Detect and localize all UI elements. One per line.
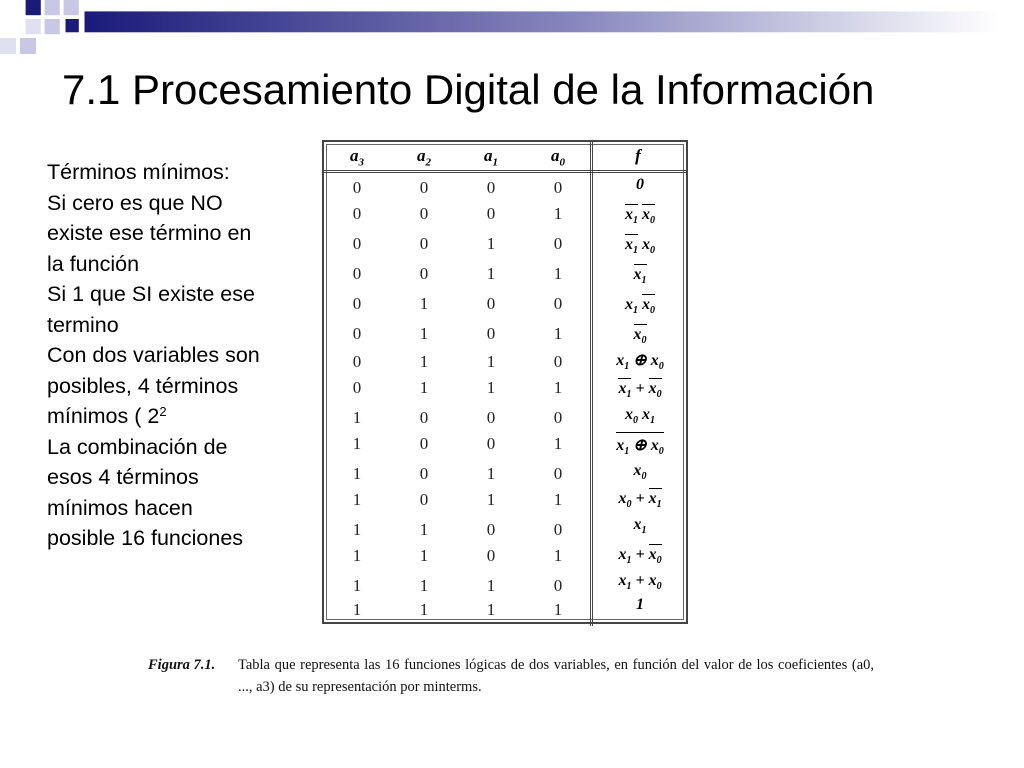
- table-cell: 0: [352, 324, 362, 343]
- body-line: existe ese término en: [47, 221, 252, 245]
- function-cell: $x_1$: [633, 516, 647, 537]
- function-cell: $x_1$ $x_0$: [625, 236, 655, 257]
- function-cell: $x_1 + x_0$: [618, 572, 662, 593]
- table-cell: 0: [486, 434, 496, 453]
- table-cell: 1: [486, 352, 496, 371]
- superscript: 2: [159, 404, 167, 419]
- table-cell: 0: [352, 204, 362, 223]
- table-cell: 0: [419, 464, 429, 483]
- body-line: Términos mínimos:: [47, 160, 230, 184]
- table-cell: 0: [419, 234, 429, 253]
- table-cell: 0: [352, 294, 362, 313]
- table-cell: 1: [352, 546, 362, 565]
- body-line-with-superscript: [47, 401, 312, 432]
- table-cell: 1: [553, 264, 563, 283]
- table-cell: 1: [486, 264, 496, 283]
- table-cell: 0: [419, 204, 429, 223]
- body-line: la función: [47, 251, 140, 276]
- table-column-divider: [590, 140, 593, 626]
- function-cell: $x_1 + x_0$: [618, 380, 662, 401]
- slide-title: 7.1 Procesamiento Digital de la Información: [62, 66, 875, 113]
- table-cell: 1: [352, 464, 362, 483]
- table-cell: 1: [352, 600, 362, 619]
- table-cell: 1: [553, 324, 563, 343]
- function-cell: $x_0$: [633, 462, 647, 483]
- header-f: f: [635, 146, 641, 165]
- function-cell: 1: [636, 596, 644, 613]
- table-cell: 1: [419, 324, 429, 343]
- body-line: La combinación de: [47, 434, 228, 459]
- table-cell: 1: [486, 600, 496, 619]
- header-a3: $a_3$: [350, 146, 364, 169]
- function-cell: $x_0$ $x_1$: [625, 406, 655, 427]
- table-cell: 0: [553, 234, 563, 253]
- table-cell: 0: [486, 294, 496, 313]
- table-cell: 1: [419, 600, 429, 619]
- table-cell: 1: [553, 600, 563, 619]
- table-cell: 1: [352, 576, 362, 595]
- body-line: esos 4 términos: [47, 465, 199, 489]
- table-cell: 1: [419, 352, 429, 371]
- body-line: mínimos ( 2: [47, 404, 160, 428]
- table-cell: 1: [553, 434, 563, 453]
- table-cell: 1: [486, 464, 496, 483]
- body-line: mínimos hacen: [47, 495, 193, 520]
- table-cell: 1: [419, 520, 429, 539]
- table-cell: 1: [352, 490, 362, 509]
- function-cell: $x_1$ ⊕ $x_0$: [595, 432, 685, 457]
- table-cell: 0: [486, 204, 496, 223]
- caption-text: Tabla que representa las 16 funciones lógicas de dos variables, en función del valor de los coeficientes (a0, ..., a3) de su representación por minterms.: [238, 657, 874, 695]
- header-squares: [0, 38, 60, 62]
- table-cell: 0: [419, 264, 429, 283]
- table-cell: 1: [553, 204, 563, 223]
- body-text: [47, 157, 312, 554]
- function-cell: $x_0 + x_1$: [618, 490, 662, 511]
- table-cell: 1: [419, 294, 429, 313]
- table-cell: 0: [486, 546, 496, 565]
- body-line: termino: [47, 312, 119, 337]
- body-line: Si 1 que SI existe ese: [47, 282, 255, 306]
- table-cell: 0: [553, 520, 563, 539]
- table-cell: 1: [352, 434, 362, 453]
- body-line: Si cero es que NO: [47, 190, 223, 215]
- table-cell: 1: [486, 576, 496, 595]
- body-line: Con dos variables son: [47, 343, 260, 367]
- table-cell: 0: [352, 352, 362, 371]
- header-a0: $a_0$: [551, 146, 565, 169]
- table-cell: 0: [486, 520, 496, 539]
- table-cell: 1: [419, 576, 429, 595]
- table-cell: 0: [486, 178, 496, 197]
- table-cell: 0: [419, 490, 429, 509]
- table-cell: 0: [419, 178, 429, 197]
- table-cell: 0: [352, 378, 362, 397]
- header-a2: $a_2$: [417, 146, 431, 169]
- header-a1: $a_1$: [484, 146, 498, 169]
- function-cell: $x_1$ $x_0$: [625, 296, 655, 317]
- table-cell: 0: [352, 234, 362, 253]
- table-cell: 1: [486, 234, 496, 253]
- table-cell: 0: [486, 324, 496, 343]
- table-cell: 0: [553, 178, 563, 197]
- body-line: posible 16 funciones: [47, 526, 244, 550]
- table-cell: 1: [553, 546, 563, 565]
- function-cell: $x_1 + x_0$: [618, 546, 662, 567]
- table-cell: 0: [553, 576, 563, 595]
- table-cell: 0: [486, 408, 496, 427]
- table-cell: 0: [553, 408, 563, 427]
- function-cell: 0: [636, 176, 644, 193]
- function-cell: $x_0$: [633, 326, 647, 347]
- table-header-divider: [322, 170, 688, 173]
- table-cell: 0: [553, 294, 563, 313]
- table-cell: 0: [553, 352, 563, 371]
- header-decoration: [0, 0, 1024, 38]
- table-cell: 1: [419, 378, 429, 397]
- table-cell: 1: [352, 408, 362, 427]
- table-cell: 0: [419, 434, 429, 453]
- table-cell: 1: [419, 546, 429, 565]
- table-cell: 0: [419, 408, 429, 427]
- table-cell: 1: [553, 378, 563, 397]
- table-cell: 1: [486, 378, 496, 397]
- table-cell: 0: [553, 464, 563, 483]
- function-cell: $x_1$ $x_0$: [625, 206, 655, 227]
- truth-table: [320, 138, 692, 628]
- function-cell: $x_1$: [633, 266, 647, 287]
- table-cell: 1: [352, 520, 362, 539]
- table-cell: 1: [553, 490, 563, 509]
- table-cell: 0: [352, 264, 362, 283]
- caption-label: Figura 7.1.: [148, 657, 216, 673]
- function-cell: $x_1$ ⊕ $x_0$: [616, 352, 664, 373]
- body-line: posibles, 4 términos: [47, 373, 239, 398]
- table-cell: 0: [352, 178, 362, 197]
- table-cell: 1: [486, 490, 496, 509]
